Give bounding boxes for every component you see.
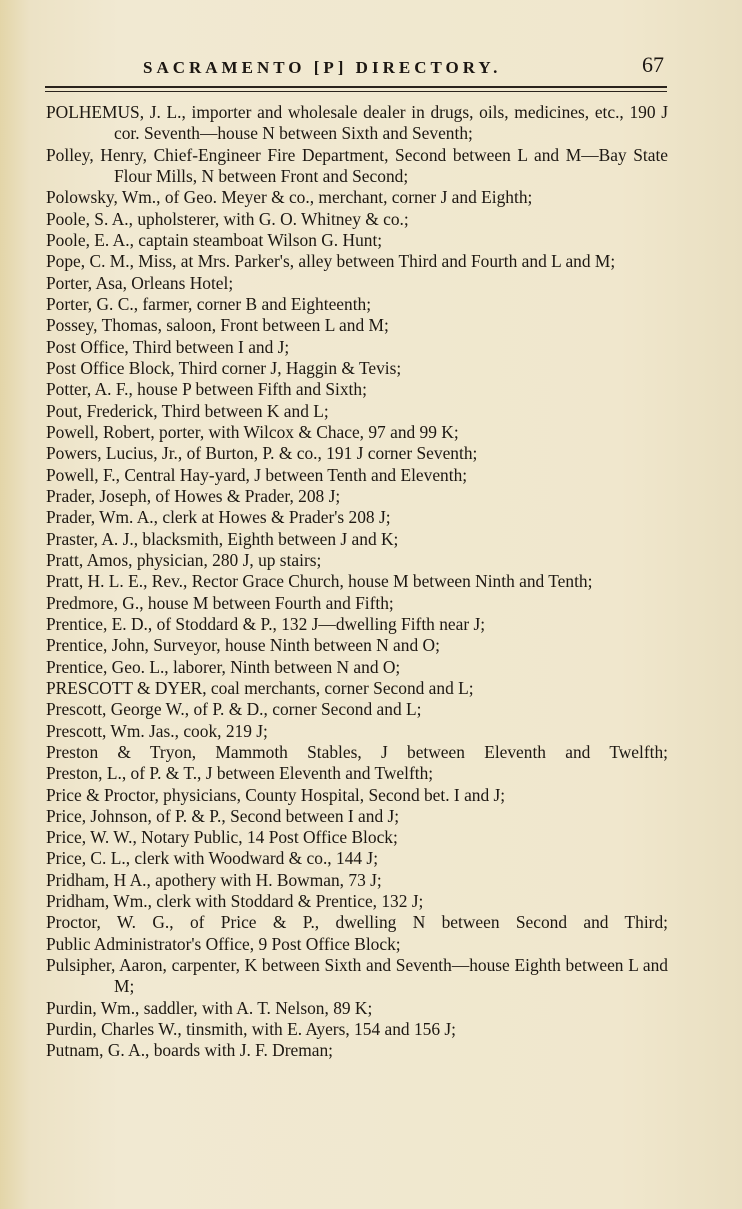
directory-entry: Prentice, John, Surveyor, house Ninth between N and O; — [46, 635, 440, 656]
directory-entry: Polowsky, Wm., of Geo. Meyer & co., merchant, corner J and Eighth; — [46, 187, 533, 208]
directory-entry: Pridham, H A., apothery with H. Bowman, 73 J; — [46, 869, 382, 890]
directory-entry: Purdin, Wm., saddler, with A. T. Nelson, 89 K; — [46, 997, 373, 1018]
directory-entry: Polley, Henry, Chief-Engineer Fire Department, Second between L and M—Bay State Flour Mills, N between Front and Second; — [46, 144, 668, 186]
directory-entry: Prentice, E. D., of Stoddard & P., 132 J—dwelling Fifth near J; — [46, 613, 486, 634]
page-header — [48, 52, 668, 84]
directory-entry: Price, Johnson, of P. & P., Second between I and J; — [46, 805, 400, 826]
directory-entry: Prentice, Geo. L., laborer, Ninth between N and O; — [46, 656, 401, 677]
header-rule-thin — [45, 91, 667, 92]
directory-entry: Powers, Lucius, Jr., of Burton, P. & co., 191 J corner Seventh; — [46, 443, 478, 464]
directory-entry: PRESCOTT & DYER, coal merchants, corner Second and L; — [46, 677, 474, 698]
directory-entry: Powell, F., Central Hay-yard, J between Tenth and Eleventh; — [46, 464, 468, 485]
directory-entry: Poole, S. A., upholsterer, with G. O. Whitney & co.; — [46, 208, 409, 229]
running-title: SACRAMENTO [P] DIRECTORY. — [143, 58, 502, 77]
directory-entry: Prescott, Wm. Jas., cook, 219 J; — [46, 720, 268, 741]
directory-entry: Porter, G. C., farmer, corner B and Eighteenth; — [46, 293, 372, 314]
directory-entry: Powell, Robert, porter, with Wilcox & Chace, 97 and 99 K; — [46, 421, 459, 442]
directory-entry: Praster, A. J., blacksmith, Eighth between J and K; — [46, 528, 399, 549]
directory-entry: POLHEMUS, J. L., importer and wholesale dealer in drugs, oils, medicines, etc., 190 J cor. Seventh—house N between Sixth and Seventh; — [46, 102, 668, 144]
directory-entry: Prescott, George W., of P. & D., corner Second and L; — [46, 699, 422, 720]
directory-entry: Post Office Block, Third corner J, Haggin & Tevis; — [46, 357, 402, 378]
directory-entry: Pratt, H. L. E., Rev., Rector Grace Church, house M between Ninth and Tenth; — [46, 571, 593, 592]
directory-entry: Porter, Asa, Orleans Hotel; — [46, 272, 234, 293]
directory-entry: Putnam, G. A., boards with J. F. Dreman; — [46, 1040, 333, 1061]
directory-entry: Pout, Frederick, Third between K and L; — [46, 400, 329, 421]
directory-entry: Predmore, G., house M between Fourth and Fifth; — [46, 592, 394, 613]
directory-entry: Preston, L., of P. & T., J between Eleventh and Twelfth; — [46, 763, 434, 784]
directory-entry: Purdin, Charles W., tinsmith, with E. Ayers, 154 and 156 J; — [46, 1019, 456, 1040]
directory-entry: Pulsipher, Aaron, carpenter, K between Sixth and Seventh—house Eighth between L and M; — [46, 955, 668, 997]
directory-entry: Possey, Thomas, saloon, Front between L and M; — [46, 315, 389, 336]
directory-entry: Price, C. L., clerk with Woodward & co., 144 J; — [46, 848, 379, 869]
directory-entry: Pratt, Amos, physician, 280 J, up stairs; — [46, 549, 322, 570]
directory-entry: Post Office, Third between I and J; — [46, 336, 290, 357]
directory-entry: Prader, Wm. A., clerk at Howes & Prader's 208 J; — [46, 507, 391, 528]
directory-entry: Pridham, Wm., clerk with Stoddard & Prentice, 132 J; — [46, 891, 424, 912]
directory-entry: Price, W. W., Notary Public, 14 Post Office Block; — [46, 827, 398, 848]
directory-entry: Public Administrator's Office, 9 Post Office Block; — [46, 933, 401, 954]
directory-entry: Prader, Joseph, of Howes & Prader, 208 J; — [46, 485, 341, 506]
directory-entry: Proctor, W. G., of Price & P., dwelling N between Second and Third; — [46, 912, 668, 933]
directory-entry: Potter, A. F., house P between Fifth and Sixth; — [46, 379, 367, 400]
directory-entry: Price & Proctor, physicians, County Hospital, Second bet. I and J; — [46, 784, 506, 805]
directory-entry: Poole, E. A., captain steamboat Wilson G. Hunt; — [46, 229, 383, 250]
header-rule — [45, 86, 667, 88]
directory-entries — [46, 102, 668, 1062]
directory-entry: Preston & Tryon, Mammoth Stables, J between Eleventh and Twelfth; — [46, 741, 668, 762]
page-number: 67 — [642, 52, 664, 77]
directory-entry: Pope, C. M., Miss, at Mrs. Parker's, alley between Third and Fourth and L and M; — [46, 251, 616, 272]
